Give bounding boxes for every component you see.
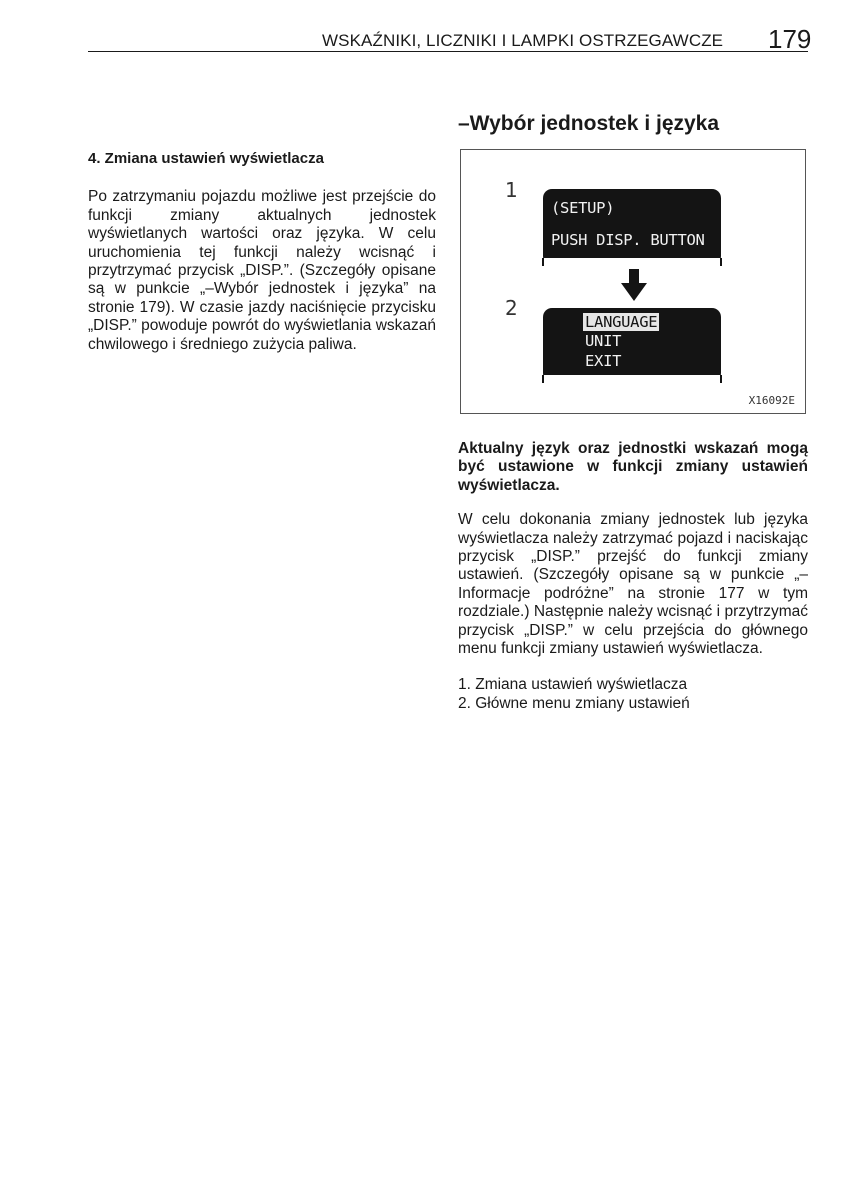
right-column-title-block (458, 110, 808, 138)
screen-frame-base (542, 258, 722, 266)
list-item: 2. Główne menu zmiany ustawień (458, 694, 690, 712)
screen-line: (SETUP) (551, 199, 615, 217)
display-illustration (460, 149, 806, 414)
menu-item-language: LANGUAGE (585, 313, 658, 331)
chapter-title: WSKAŹNIKI, LICZNIKI I LAMPKI OSTRZEGAWCZE (322, 31, 724, 50)
figure-id: X16092E (748, 394, 795, 407)
page-number: 179 (768, 24, 812, 54)
legend-list (458, 676, 808, 713)
section-title: –Wybór jednostek i języka (458, 112, 720, 135)
body-paragraph: W celu dokonania zmiany jednostek lub języka wyświetlacza należy zatrzymać pojazd i naciskając przycisk „DISP.” przejść do funkcji zmiany ustawień. (Szczegóły opisane są w punkcie „–Informacje podróżne” na stronie 177 w tym rozdziale.) Następnie należy wcisnąć i przytrzymać przycisk „DISP.” w celu przejścia do głównego menu funkcji zmiany ustawień wyświetlacza. (458, 511, 808, 658)
menu-item-unit: UNIT (585, 332, 622, 350)
step-number: 1 (505, 178, 518, 202)
lead-paragraph: Aktualny język oraz jednostki wskazań mogą być ustawione w funkcji zmiany ustawień wyświetlacza. (458, 440, 808, 494)
screen-line: PUSH DISP. BUTTON (551, 231, 705, 249)
menu-item-exit: EXIT (585, 352, 622, 370)
screen-frame-base (542, 375, 722, 383)
header-divider (88, 51, 808, 52)
left-column (88, 150, 436, 354)
down-arrow-icon (621, 269, 647, 303)
list-item: 1. Zmiana ustawień wyświetlacza (458, 676, 688, 694)
display-screen-setup (543, 189, 721, 265)
section-heading: 4. Zmiana ustawień wyświetlacza (88, 150, 324, 167)
right-column-body (458, 440, 808, 713)
body-paragraph: Po zatrzymaniu pojazdu możliwe jest przejście do funkcji zmiany aktualnych jednostek wyświetlanych wartości oraz języka. W celu uruchomienia tej funkcji należy wcisnąć i przytrzymać przycisk „DISP.”. (Szczegóły opisane są w punkcie „–Wybór jednostek i języka” na stronie 179). W czasie jazdy naciśnięcie przycisku „DISP.” powoduje powrót do wyświetlania wskazań chwilowego i średniego zużycia paliwa. (88, 188, 436, 353)
step-number: 2 (505, 296, 518, 320)
display-screen-menu (543, 308, 721, 382)
